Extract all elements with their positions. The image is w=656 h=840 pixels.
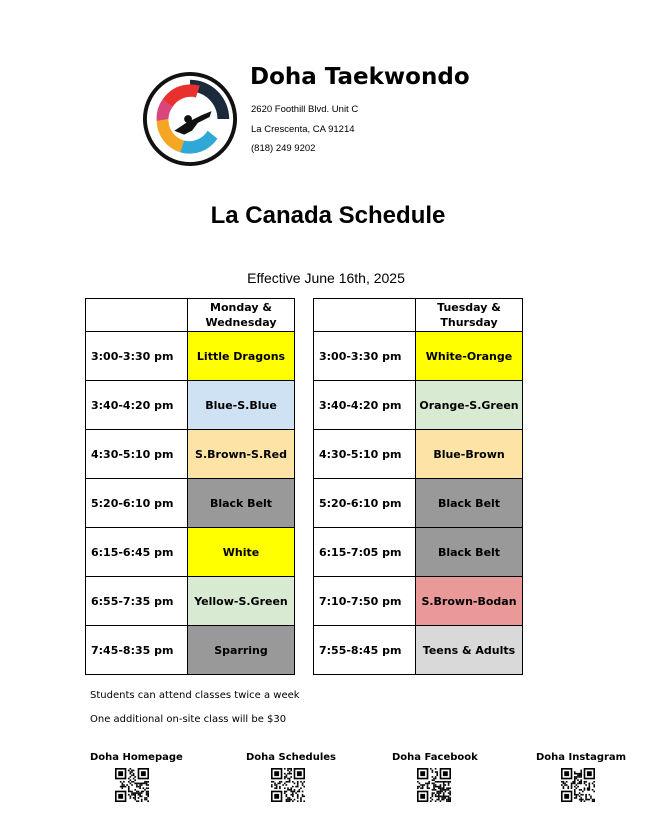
table-row xyxy=(314,528,523,577)
time-cell: 7:10-7:50 pm xyxy=(314,577,416,626)
day-header xyxy=(188,299,295,332)
class-cell: Blue-S.Blue xyxy=(188,381,295,430)
qr-code-icon[interactable] xyxy=(115,768,149,802)
class-cell: Sparring xyxy=(188,626,295,675)
qr-schedules[interactable] xyxy=(246,752,336,807)
class-cell: S.Brown-S.Red xyxy=(188,430,295,479)
day-header-line-1: Monday & xyxy=(210,301,272,314)
header-empty-cell xyxy=(314,299,416,332)
table-row xyxy=(86,577,295,626)
class-cell: Black Belt xyxy=(416,528,523,577)
time-cell: 6:15-7:05 pm xyxy=(314,528,416,577)
page-title: La Canada Schedule xyxy=(210,202,446,229)
qr-label: Doha Homepage xyxy=(90,752,183,763)
qr-instagram[interactable] xyxy=(536,752,627,807)
org-name: Doha Taekwondo xyxy=(250,64,470,90)
class-cell: Orange-S.Green xyxy=(416,381,523,430)
qr-label: Doha Schedules xyxy=(246,752,336,763)
schedule-table-tue-thu xyxy=(313,298,523,675)
qr-code-icon[interactable] xyxy=(271,768,305,802)
table-row xyxy=(314,577,523,626)
time-cell: 6:15-6:45 pm xyxy=(86,528,188,577)
header-empty-cell xyxy=(86,299,188,332)
table-row xyxy=(314,381,523,430)
time-cell: 3:40-4:20 pm xyxy=(314,381,416,430)
class-cell: White-Orange xyxy=(416,332,523,381)
table-row xyxy=(86,430,295,479)
qr-homepage[interactable] xyxy=(90,752,183,807)
day-header-line-2: Thursday xyxy=(440,316,498,329)
table-row xyxy=(314,332,523,381)
day-header xyxy=(416,299,523,332)
phone-number: (818) 249 9202 xyxy=(251,143,316,154)
doha-taekwondo-logo xyxy=(141,70,239,168)
time-cell: 3:00-3:30 pm xyxy=(314,332,416,381)
time-cell: 7:55-8:45 pm xyxy=(314,626,416,675)
table-row xyxy=(86,332,295,381)
qr-label: Doha Instagram xyxy=(536,752,627,763)
table-row xyxy=(314,626,523,675)
time-cell: 3:00-3:30 pm xyxy=(86,332,188,381)
time-cell: 4:30-5:10 pm xyxy=(86,430,188,479)
table-row xyxy=(86,479,295,528)
time-cell: 5:20-6:10 pm xyxy=(314,479,416,528)
table-row xyxy=(314,430,523,479)
qr-label: Doha Facebook xyxy=(392,752,478,763)
table-row xyxy=(86,626,295,675)
class-cell: Black Belt xyxy=(188,479,295,528)
note-twice-a-week: Students can attend classes twice a week xyxy=(90,690,300,701)
class-cell: Blue-Brown xyxy=(416,430,523,479)
qr-code-icon[interactable] xyxy=(417,768,451,802)
time-cell: 3:40-4:20 pm xyxy=(86,381,188,430)
day-header-line-1: Tuesday & xyxy=(437,301,501,314)
class-cell: Teens & Adults xyxy=(416,626,523,675)
time-cell: 6:55-7:35 pm xyxy=(86,577,188,626)
effective-date: Effective June 16th, 2025 xyxy=(247,270,405,286)
address-line-2: La Crescenta, CA 91214 xyxy=(251,124,355,135)
time-cell: 5:20-6:10 pm xyxy=(86,479,188,528)
class-cell: Black Belt xyxy=(416,479,523,528)
time-cell: 7:45-8:35 pm xyxy=(86,626,188,675)
class-cell: White xyxy=(188,528,295,577)
schedule-table-mon-wed xyxy=(85,298,295,675)
table-row xyxy=(86,528,295,577)
class-cell: Little Dragons xyxy=(188,332,295,381)
time-cell: 4:30-5:10 pm xyxy=(314,430,416,479)
table-row xyxy=(314,479,523,528)
address-line-1: 2620 Foothill Blvd. Unit C xyxy=(251,104,359,115)
class-cell: Yellow-S.Green xyxy=(188,577,295,626)
table-row xyxy=(86,381,295,430)
qr-code-icon[interactable] xyxy=(561,768,595,802)
day-header-line-2: Wednesday xyxy=(205,316,277,329)
class-cell: S.Brown-Bodan xyxy=(416,577,523,626)
qr-facebook[interactable] xyxy=(392,752,476,807)
note-additional-class: One additional on-site class will be $30 xyxy=(90,714,287,725)
